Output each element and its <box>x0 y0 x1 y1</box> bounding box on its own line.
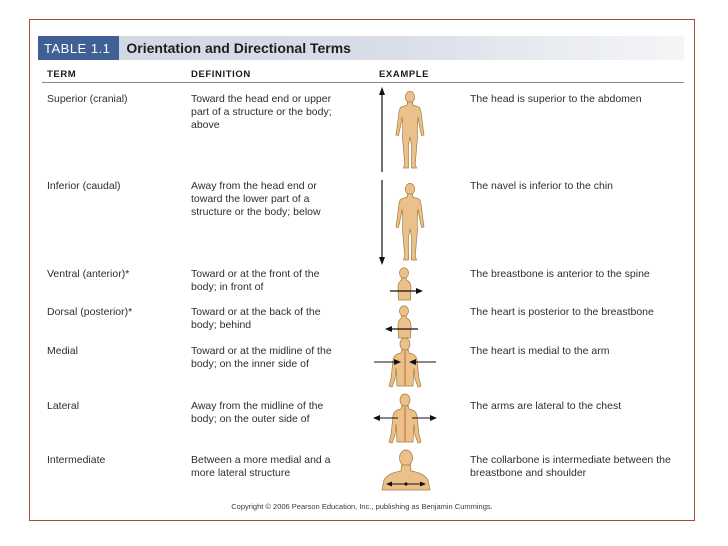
row-superior-term: Superior (cranial) <box>47 93 128 105</box>
medial-torso-figure <box>370 336 440 394</box>
table-title-bar <box>38 36 684 60</box>
intermediate-shoulders-figure <box>376 448 436 494</box>
body-silhouette-icon <box>396 183 424 260</box>
table-frame <box>29 19 695 521</box>
row-inferior-term: Inferior (caudal) <box>47 180 121 192</box>
row-lateral-definition: Away from the midline of the body; on the outer side of <box>191 400 324 425</box>
row-inferior-definition: Away from the head end or toward the lower part of a structure or the body; below <box>191 180 321 218</box>
row-medial-example: The heart is medial to the arm <box>470 345 610 357</box>
header-definition: DEFINITION <box>191 69 251 80</box>
header-term: TERM <box>47 69 77 80</box>
row-ventral-definition: Toward or at the front of the body; in front of <box>191 268 320 293</box>
row-dorsal-example: The heart is posterior to the breastbone <box>470 306 654 318</box>
row-ventral-term: Ventral (anterior)* <box>47 268 130 280</box>
header-example: EXAMPLE <box>379 69 430 80</box>
row-lateral-example: The arms are lateral to the chest <box>470 400 622 412</box>
row-dorsal-definition: Toward or at the back of the body; behind <box>191 306 321 331</box>
ventral-torso-figure <box>382 266 426 304</box>
row-ventral-example: The breastbone is anterior to the spine <box>470 268 650 280</box>
row-medial-definition: Toward or at the midline of the body; on the inner side of <box>191 345 332 370</box>
inferior-body-figure <box>372 178 436 266</box>
row-intermediate-example: The collarbone is intermediate between the breastbone and shoulder <box>470 454 671 479</box>
row-superior-definition: Toward the head end or upper part of a structure or the body; above <box>191 93 332 131</box>
row-dorsal-term: Dorsal (posterior)* <box>47 306 133 318</box>
row-intermediate-term: Intermediate <box>47 454 106 466</box>
table-number-tag: TABLE 1.1 <box>38 36 119 60</box>
row-lateral-term: Lateral <box>47 400 80 412</box>
superior-body-figure <box>372 86 436 174</box>
torso-side-icon <box>398 306 411 338</box>
row-inferior-example: The navel is inferior to the chin <box>470 180 613 192</box>
header-rule <box>42 82 684 83</box>
body-silhouette-icon <box>396 91 424 168</box>
table-title: Orientation and Directional Terms <box>126 40 351 56</box>
row-intermediate-definition: Between a more medial and a more lateral structure <box>191 454 331 479</box>
row-superior-example: The head is superior to the abdomen <box>470 93 642 105</box>
lateral-torso-figure <box>370 392 440 450</box>
row-medial-term: Medial <box>47 345 78 357</box>
copyright-footer: Copyright © 2006 Pearson Education, Inc., publishing as Benjamin Cummings. <box>231 502 493 511</box>
torso-side-icon <box>398 268 411 300</box>
